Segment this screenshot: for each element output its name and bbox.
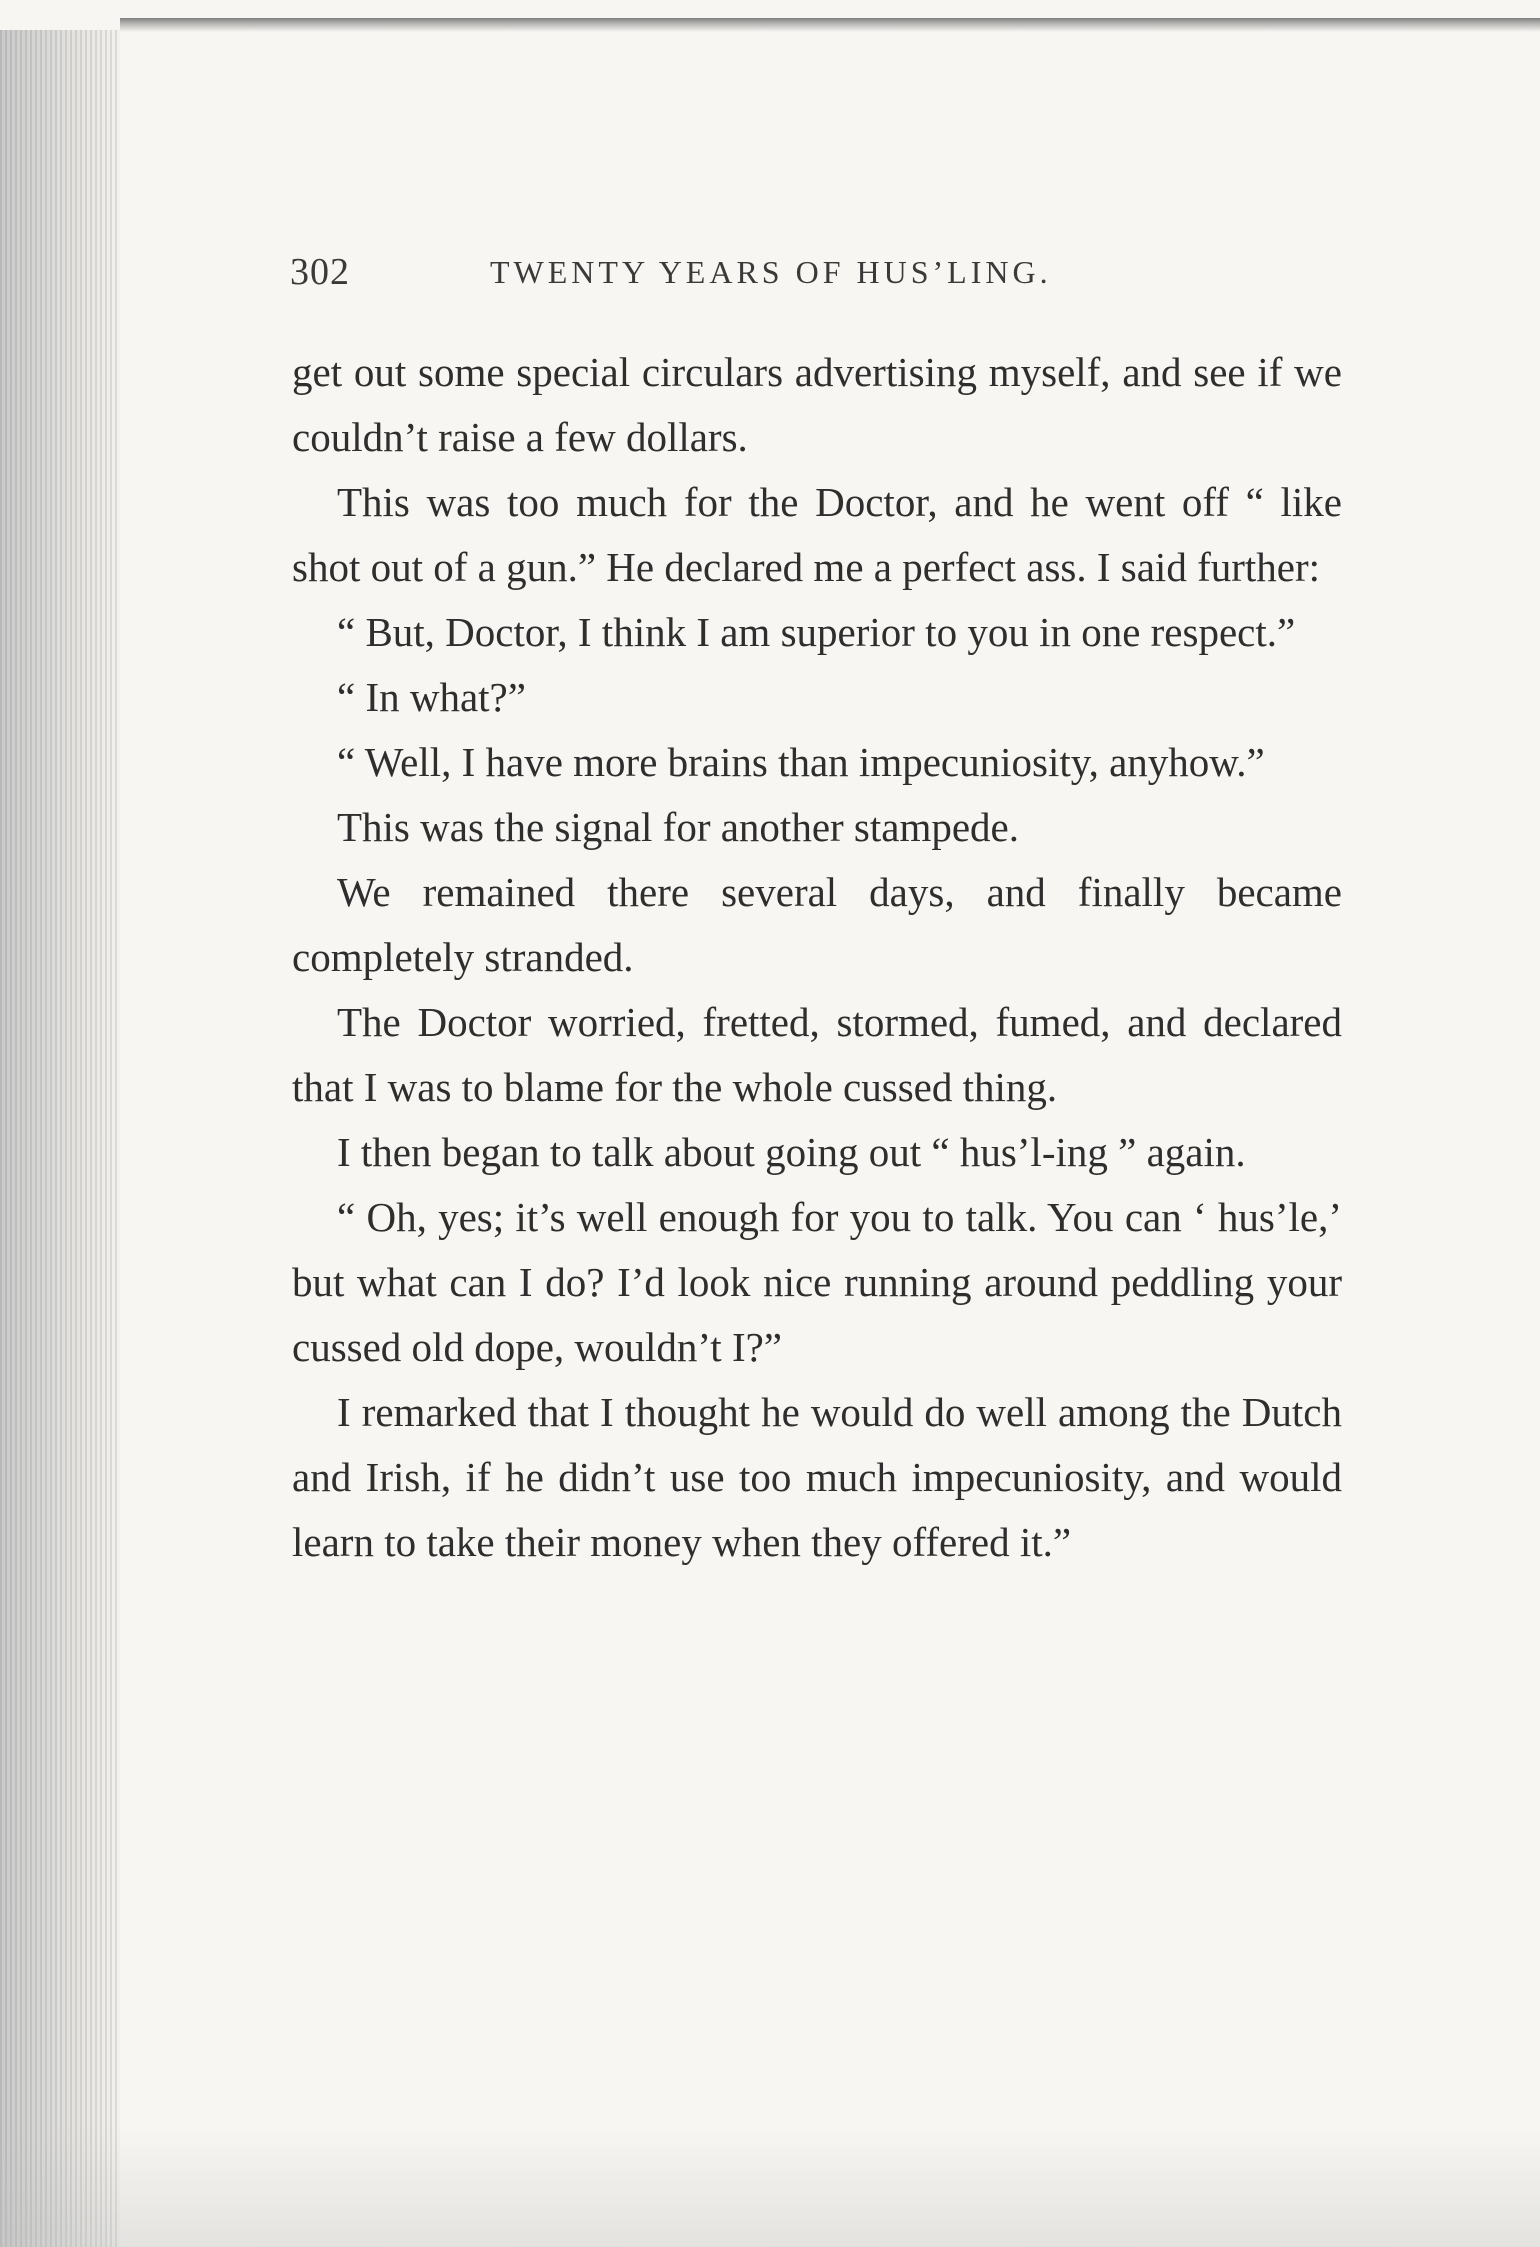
paragraph: We remained there several days, and finally became completely stranded. (292, 869, 1342, 980)
paragraph: “ In what?” (337, 674, 526, 720)
page-header (290, 240, 1340, 300)
page-number: 302 (290, 251, 350, 293)
paragraph: I then began to talk about going out “ hus’l-ing ” again. (337, 1129, 1246, 1175)
paragraph: “ Well, I have more brains than impecuniosity, anyhow.” (337, 739, 1265, 785)
paragraph: get out some special circulars advertising myself, and see if we couldn’t raise a few dollars. (292, 349, 1342, 460)
running-head: TWENTY YEARS OF HUS’LING. (490, 254, 1052, 290)
paragraph: I remarked that I thought he would do well among the Dutch and Irish, if he didn’t use too much impecuniosity, and would learn to take their money when they offered it.” (292, 1389, 1342, 1565)
paragraph: The Doctor worried, fretted, stormed, fumed, and declared that I was to blame for the whole cussed thing. (292, 999, 1342, 1110)
paragraph: This was the signal for another stampede. (337, 804, 1020, 850)
body-text (292, 340, 1342, 1575)
paragraph: This was too much for the Doctor, and he went off “ like shot out of a gun.” He declared me a perfect ass. I said further: (292, 479, 1342, 590)
page-bottom-shadow (0, 2127, 1540, 2247)
page-left-edge-shadow (0, 30, 120, 2247)
paragraph: “ Oh, yes; it’s well enough for you to talk. You can ‘ hus’le,’ but what can I do? I’d look nice running around peddling your cussed old dope, wouldn’t I?” (292, 1194, 1342, 1370)
page-top-edge-shadow (120, 18, 1540, 32)
paragraph: “ But, Doctor, I think I am superior to you in one respect.” (337, 609, 1296, 655)
